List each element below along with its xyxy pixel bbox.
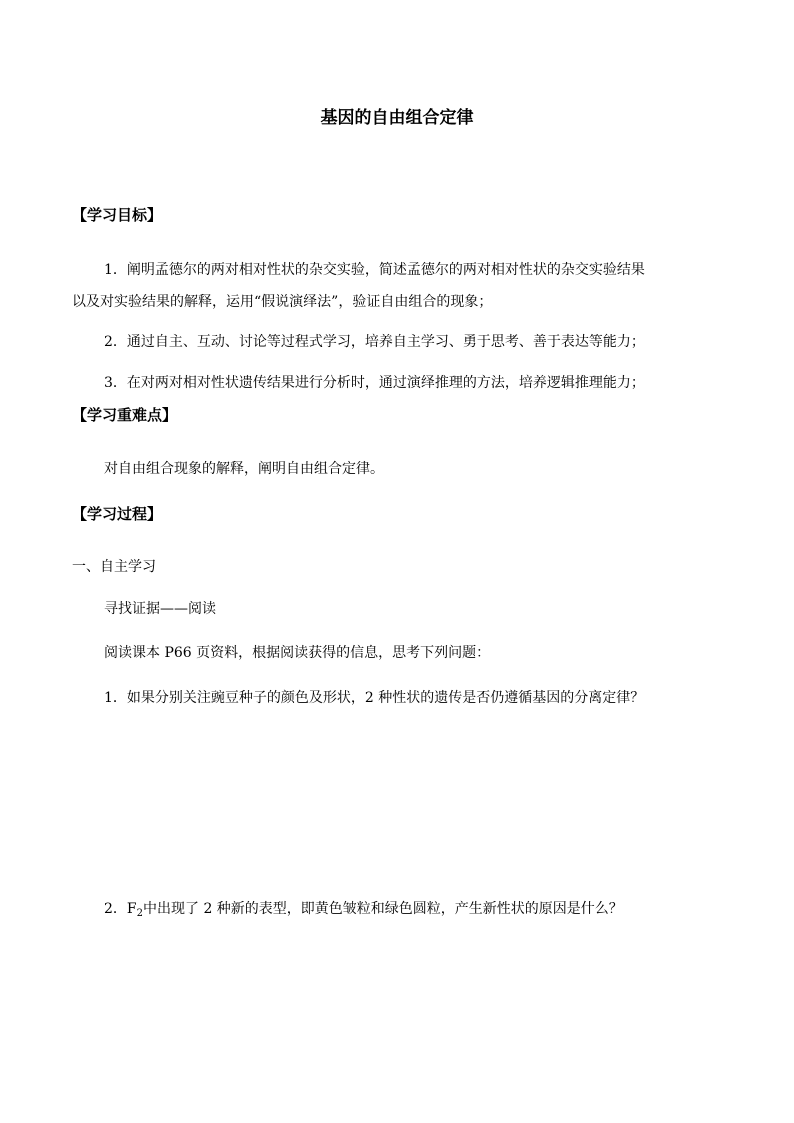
objectives-heading: 【学习目标】	[72, 206, 163, 224]
objective-item-3: 3．在对两对相对性状遗传结果进行分析时，通过演绎推理的方法，培养逻辑推理能力；	[104, 375, 645, 391]
part1-heading: 一、自主学习	[72, 559, 156, 575]
question-2-subscript: 2	[136, 908, 143, 919]
question-2-rest: 中出现了 2 种新的表型，即黄色皱粒和绿色圆粒，产生新性状的原因是什么？	[143, 901, 623, 917]
key-points-heading: 【学习重难点】	[72, 406, 178, 424]
find-evidence-text: 寻找证据——阅读	[104, 601, 216, 617]
process-heading: 【学习过程】	[72, 505, 163, 523]
question-2-prefix: 2．F	[104, 901, 137, 917]
objective-item-1-line-2: 以及对实验结果的解释，运用“假说演绎法”，验证自由组合的现象；	[72, 294, 493, 310]
page-title: 基因的自由组合定律	[320, 108, 474, 128]
question-1: 1．如果分别关注豌豆种子的颜色及形状，2 种性状的遗传是否仍遵循基因的分离定律？	[104, 690, 645, 706]
objective-item-1-line-1: 1．阐明孟德尔的两对相对性状的杂交实验，简述孟德尔的两对相对性状的杂交实验结果	[104, 262, 645, 278]
reading-instruction: 阅读课本 P66 页资料，根据阅读获得的信息，思考下列问题：	[104, 645, 491, 661]
question-2	[104, 899, 623, 919]
key-points-text: 对自由组合现象的解释，阐明自由组合定律。	[104, 461, 384, 477]
objective-item-2: 2．通过自主、互动、讨论等过程式学习，培养自主学习、勇于思考、善于表达等能力；	[104, 334, 645, 350]
